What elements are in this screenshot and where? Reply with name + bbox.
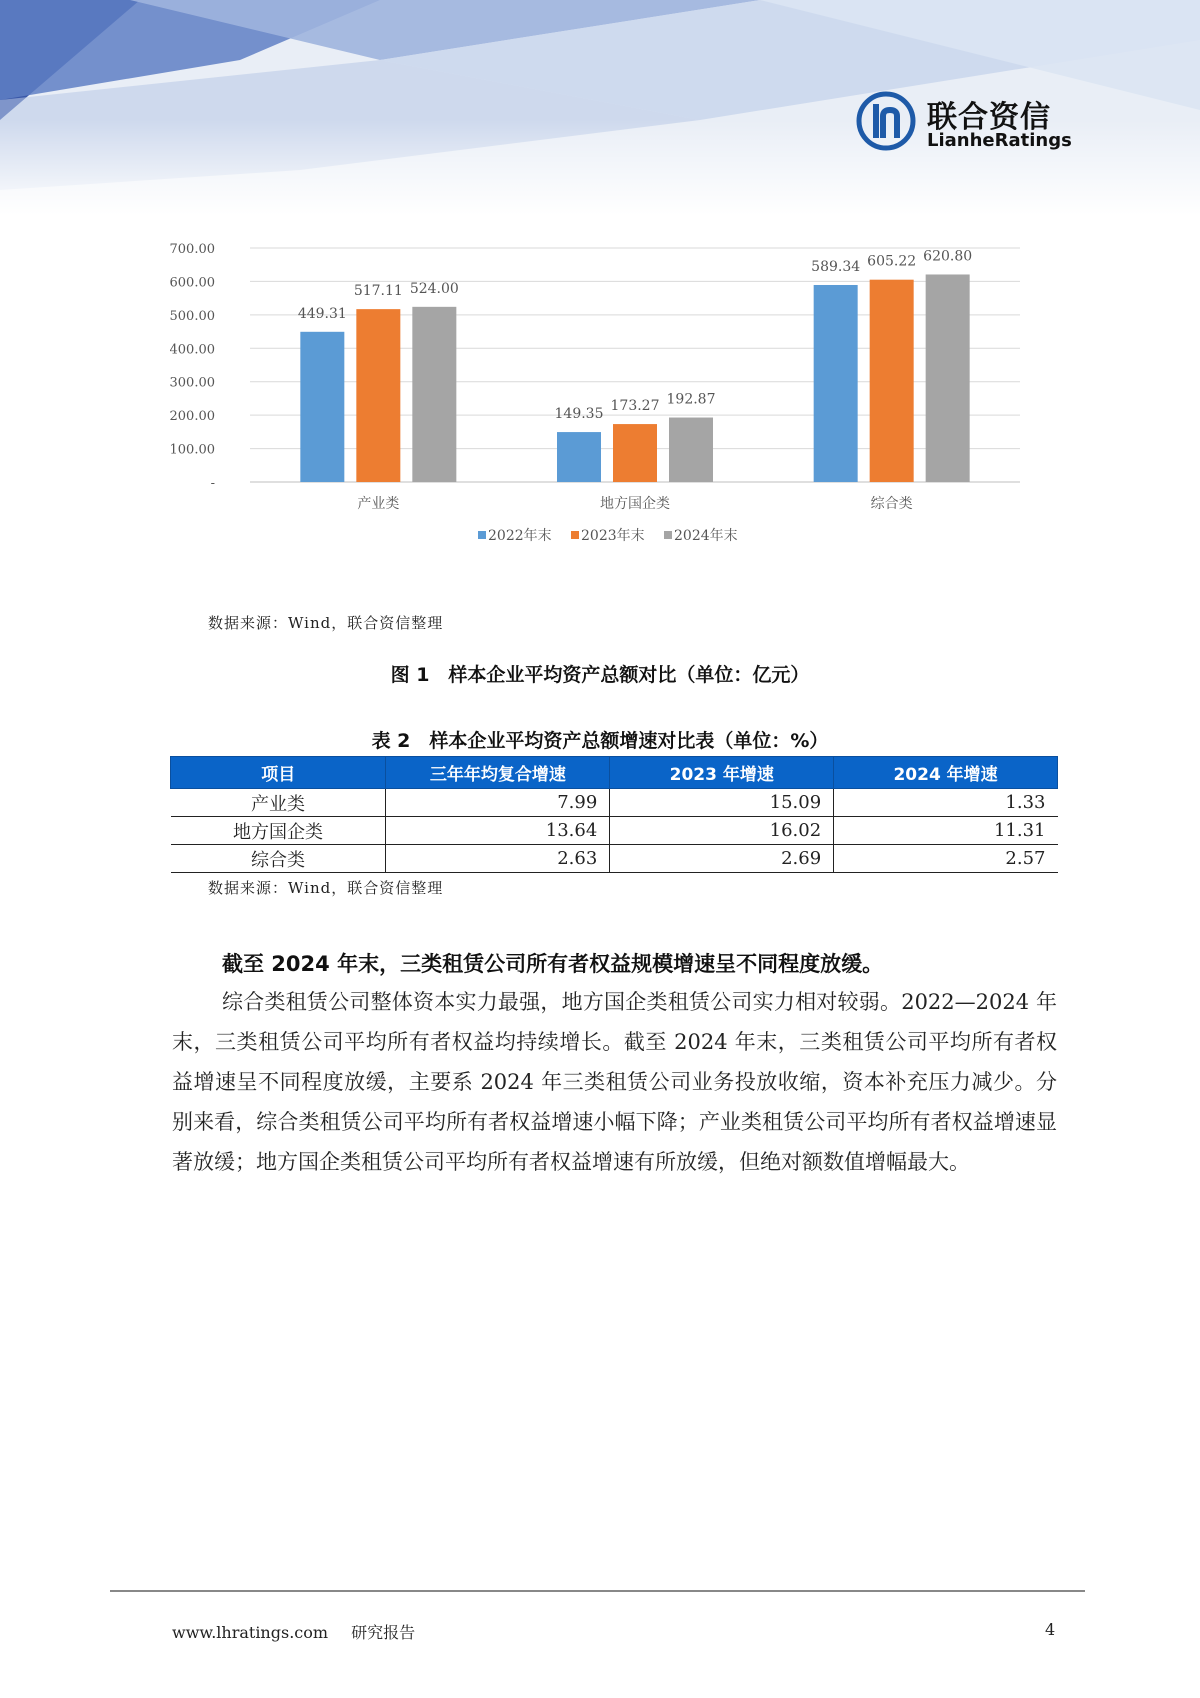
legend-label: 2023年末 [581,528,645,544]
footer-website-link[interactable]: www.lhratings.com [172,1623,329,1642]
bar-chart [170,230,1050,610]
y-tick-label: 600.00 [170,275,215,291]
bar-value-label: 173.27 [610,398,660,415]
chart-bars [297,274,969,482]
table-caption: 表 2 样本企业平均资产总额增速对比表（单位：%） [371,730,829,752]
bar-value-label: 524.00 [409,280,459,297]
logo-icon [855,90,917,152]
footer [172,1620,433,1643]
bar [926,274,970,482]
x-tick-label: 地方国企类 [600,496,670,512]
table-cell-category: 产业类 [171,789,386,817]
x-tick-label: 产业类 [357,496,400,512]
table-header-item: 项目 [171,757,386,789]
table-row [171,789,1058,817]
table-cell-category: 地方国企类 [171,817,386,845]
bar [557,432,601,482]
table-cell-value: 2.63 [386,845,610,873]
y-tick-label: 200.00 [170,409,215,425]
table-cell-value: 11.31 [834,817,1058,845]
chart-legend [478,527,738,544]
y-tick-label: 700.00 [170,242,215,257]
table-cell-value: 13.64 [386,817,610,845]
company-logo [855,88,1075,158]
table-source-note: 数据来源：Wind，联合资信整理 [208,879,444,897]
table-header-cagr: 三年年均复合增速 [386,757,610,789]
chart-x-axis [357,495,912,512]
bar [412,307,456,482]
chart-source-note: 数据来源：Wind，联合资信整理 [208,614,444,632]
bar-value-label: 620.80 [923,248,973,265]
bar [870,280,914,482]
table-cell-value: 2.69 [610,845,834,873]
table-header-row [171,757,1058,789]
bar-value-label: 605.22 [867,253,917,270]
table-cell-value: 16.02 [610,817,834,845]
table-cell-value: 15.09 [610,789,834,817]
bar-value-label: 517.11 [353,283,403,300]
x-tick-label: 综合类 [870,496,913,512]
y-tick-label: - [210,476,215,491]
legend-swatch [571,531,579,539]
footer-divider [110,1590,1085,1592]
table-header-2024: 2024 年增速 [834,757,1058,789]
footer-report-label: 研究报告 [351,1623,416,1642]
table-row [171,817,1058,845]
section-heading: 截至 2024 年末，三类租赁公司所有者权益规模增速呈不同程度放缓。 [222,952,884,976]
table-row [171,845,1058,873]
legend-label: 2022年末 [488,528,552,544]
growth-rate-table [170,756,1058,873]
logo-english-name: LianheRatings [927,130,1072,151]
bar [613,424,657,482]
page-number: 4 [1045,1620,1056,1639]
bar-value-label: 192.87 [666,391,716,408]
y-tick-label: 500.00 [170,308,215,324]
table-cell-value: 7.99 [386,789,610,817]
bar [356,309,400,482]
bar [669,418,713,482]
bar [814,285,858,482]
y-tick-label: 300.00 [170,375,215,391]
y-tick-label: 400.00 [170,342,215,358]
table-cell-category: 综合类 [171,845,386,873]
y-tick-label: 100.00 [170,442,215,458]
chart-y-axis [170,242,215,491]
logo-chinese-name: 联合资信 [927,100,1051,135]
legend-label: 2024年末 [674,528,738,544]
legend-swatch [478,531,486,539]
bar-value-label: 149.35 [554,406,604,423]
legend-swatch [664,531,672,539]
bar-value-label: 589.34 [811,258,861,275]
bar [300,332,344,482]
body-paragraph: 综合类租赁公司整体资本实力最强，地方国企类租赁公司实力相对较弱。2022—2024 年末，三类租赁公司平均所有者权益均持续增长。截至 2024 年末，三类租赁公司平均所有者权益增速呈不同程度放缓，主要系 2024 年三类租赁公司业务投放收缩，资本补充压力减少。分别来看，综合类租赁公司平均所有者权益增速小幅下降；产业类租赁公司平均所有者权益增速显著放缓；地方国企类租赁公司平均所有者权益增速有所放缓，但绝对额数值增幅最大。 [172,990,1057,1174]
table-cell-value: 1.33 [834,789,1058,817]
table-header-2023: 2023 年增速 [610,757,834,789]
bar-value-label: 449.31 [297,305,347,322]
figure-caption: 图 1 样本企业平均资产总额对比（单位：亿元） [390,664,810,686]
table-cell-value: 2.57 [834,845,1058,873]
